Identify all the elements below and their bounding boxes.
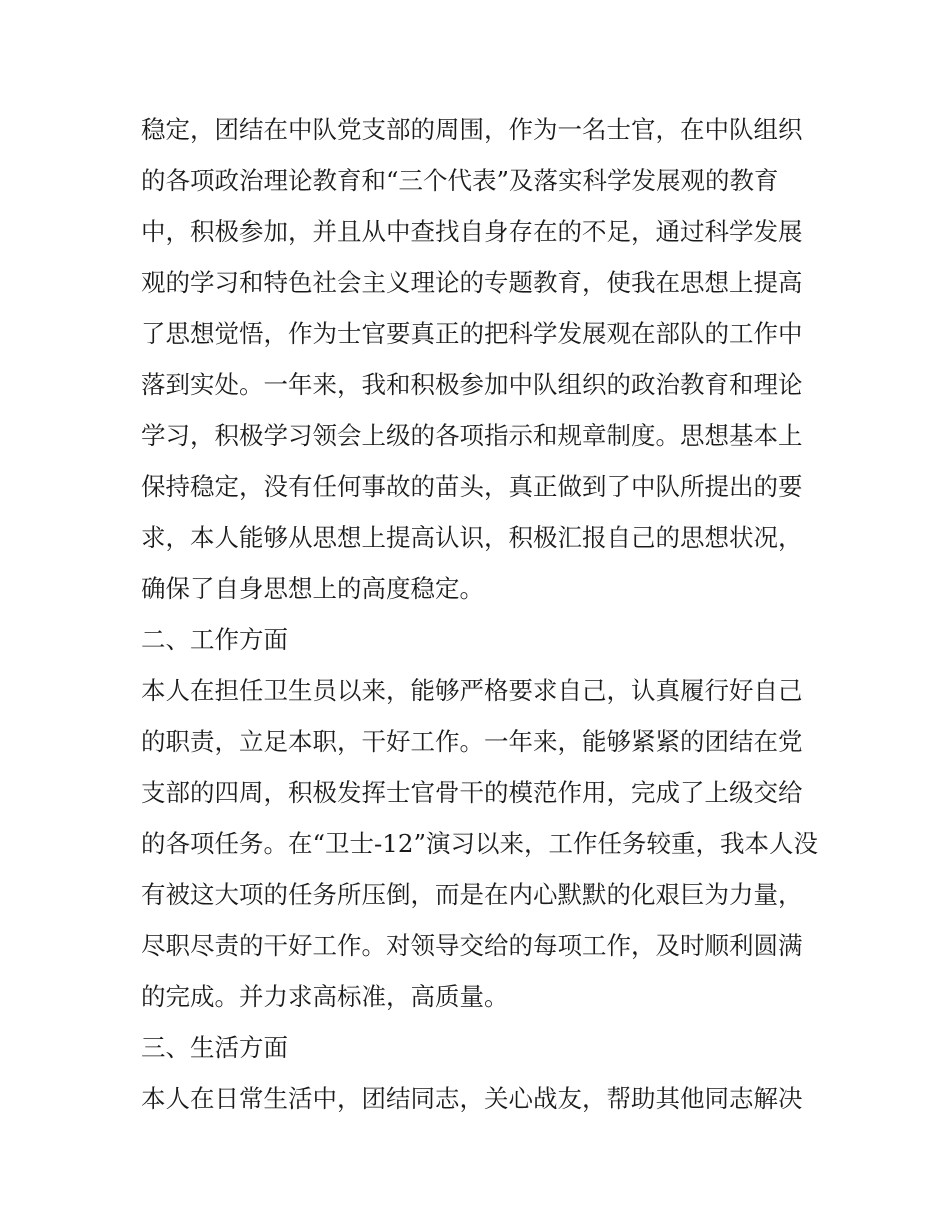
paragraph-line: 稳定，团结在中队党支部的周围，作为一名士官，在中队组织 (141, 115, 803, 144)
paragraph-line: 确保了自身思想上的高度稳定。 (141, 574, 484, 603)
paragraph-line: 的各项政治理论教育和“三个代表”及落实科学发展观的教育 (141, 166, 779, 195)
paragraph-line: 落到实处。一年来，我和积极参加中队组织的政治教育和理论 (141, 370, 803, 399)
paragraph-line: 的各项任务。在“卫士-12”演习以来，工作任务较重，我本人没 (141, 829, 819, 858)
paragraph-line: 本人在日常生活中，团结同志，关心战友，帮助其他同志解决 (141, 1084, 803, 1113)
section-heading-life: 三、生活方面 (141, 1033, 288, 1062)
paragraph-line: 支部的四周，积极发挥士官骨干的模范作用，完成了上级交给 (141, 778, 803, 807)
paragraph-line: 有被这大项的任务所压倒，而是在内心默默的化艰巨为力量， (141, 880, 803, 909)
paragraph-line: 保持稳定，没有任何事故的苗头，真正做到了中队所提出的要 (141, 472, 803, 501)
paragraph-line: 尽职尽责的干好工作。对领导交给的每项工作，及时顺利圆满 (141, 931, 803, 960)
section-heading-work: 二、工作方面 (141, 625, 288, 654)
paragraph-line: 观的学习和特色社会主义理论的专题教育，使我在思想上提高 (141, 268, 803, 297)
paragraph-line: 的职责，立足本职，干好工作。一年来，能够紧紧的团结在党 (141, 727, 803, 756)
paragraph-line: 本人在担任卫生员以来，能够严格要求自己，认真履行好自己 (141, 676, 803, 705)
document-body (141, 104, 821, 1124)
paragraph-line: 了思想觉悟，作为士官要真正的把科学发展观在部队的工作中 (141, 319, 803, 348)
paragraph-line: 的完成。并力求高标准，高质量。 (141, 982, 509, 1011)
paragraph-line: 学习，积极学习领会上级的各项指示和规章制度。思想基本上 (141, 421, 803, 450)
paragraph-line: 求，本人能够从思想上提高认识，积极汇报自己的思想状况， (141, 523, 803, 552)
paragraph-line: 中，积极参加，并且从中查找自身存在的不足，通过科学发展 (141, 217, 803, 246)
